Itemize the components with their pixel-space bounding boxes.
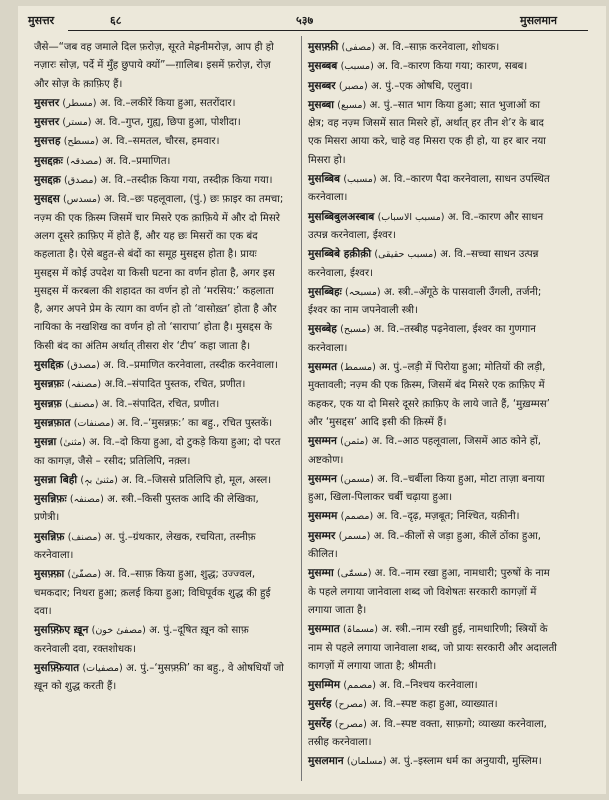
dictionary-entry [34, 94, 284, 113]
entry-definition: अ. वि.–कीलों से जड़ा हुआ, कीलें ठोंका हुआ, कीलित। [308, 530, 541, 561]
dictionary-entry [34, 471, 284, 490]
entry-definition: अ. पुं.–‘मुसफ़्फ़ी’ का बहु., वे ओषधियाँ जो ख़ून को शुद्ध करती हैं। [34, 662, 284, 693]
entry-urdu: (مصنف) [64, 398, 99, 410]
entry-urdu: (مصفّیٰ) [67, 569, 102, 581]
entry-urdu: (مصمم) [340, 511, 374, 523]
entry-headword: मुसफ़्फ़ियात [34, 661, 80, 674]
entry-definition: अ. वि.–गुप्त, गुह्य, छिपा हुआ, पोशीदा। [94, 117, 241, 129]
entry-definition: अ. वि.–स्पष्ट कहा हुआ, व्याख्यात। [370, 699, 498, 711]
entry-definition: अ. वि.–छः पहलूवाला, (पुं.) छः फ़ाइर का तमचा; नज़्म की एक क़िस्म जिसमें चार मिसरे एक क़ाफ़िये में और दो मिसरे अलग दूसरे क़ाफ़िए में होते हैं, और यह छः मिसरों का एक बंद कहलाता है। ऐसे बहुत-से बंदों का समूह मुसद्दस होता है। प्रायः मुसद्दस में कोई उपदेश या किसी घटना का वर्णन होता है, अगर इस मुसद्दस में करबला की शहादत का वर्णन हो तो ‘मरसिय:’ कहलाता है, अगर अपने प्रेम के त्याग का वर्णन हो तो ‘वासोख़्त’ होता है और नायिका के नखशिख का वर्णन हो तो ‘सारापा’ होता है। मुसद्दस के किसी बंद का अंतिम अर्थात् तीसरा शेर ‘टीप’ कहा जाता है। [34, 194, 284, 352]
dictionary-entry [34, 433, 284, 471]
header-center-page-number: ५३७ [296, 14, 314, 27]
entry-headword: मुसन्नफ़ात [34, 416, 71, 429]
entry-definition: अ. वि.–निश्चय करनेवाला। [379, 680, 478, 692]
dictionary-entry [34, 356, 284, 375]
dictionary-entry [308, 208, 558, 246]
entry-headword: मुसब्बा [308, 98, 335, 111]
dictionary-entry [34, 528, 284, 566]
dictionary-entry [308, 170, 558, 208]
entry-urdu: (مسمط) [340, 362, 376, 374]
entry-urdu: (مسبحہ) [345, 286, 381, 298]
entry-urdu: (مسطح) [63, 136, 99, 148]
entry-headword: मुसब्बिहः [308, 285, 342, 298]
entry-urdu: (مصفیٔ خون) [91, 625, 146, 637]
dictionary-entry [308, 564, 558, 620]
entry-urdu: (مسمّٰی) [337, 568, 372, 580]
entry-definition: अ. वि.–कारण और साधन उत्पन्न करनेवाला, ईश्वर। [308, 211, 544, 241]
entry-urdu: (مثنیٰ بہٖ) [80, 474, 118, 486]
entry-headword: मुसम्मन [308, 435, 337, 448]
entry-urdu: (مصنف) [67, 531, 102, 543]
entry-urdu: (مسبب حقیقی) [374, 249, 437, 261]
entry-headword: मुसम्मर [308, 529, 336, 542]
dictionary-entry [34, 395, 284, 414]
entry-headword: मुसद्दिक़ [34, 359, 64, 372]
dictionary-entry [34, 414, 284, 433]
entry-headword: मुसन्नफ़ [34, 397, 62, 410]
entry-urdu: (مثنیٰ) [59, 437, 86, 449]
entry-urdu: (مستر) [62, 117, 92, 129]
entry-headword: मुसब्बिबे हक़ीक़ी [308, 248, 372, 261]
header-right-word: मुसलमान [520, 14, 558, 27]
dictionary-entry [308, 695, 558, 714]
dictionary-entry [308, 432, 558, 470]
dictionary-entry [308, 620, 558, 676]
entry-definition: अ. वि.–जिससे प्रतिलिपि हो, मूल, अस्ल। [121, 474, 272, 486]
right-column [308, 38, 558, 772]
entry-headword: मुसफ़्फ़िए ख़ून [34, 624, 89, 637]
entry-urdu: (مسماۃ) [343, 624, 378, 636]
column-separator [301, 36, 302, 781]
entry-headword: मुसद्दस [34, 193, 60, 206]
entry-headword: मुसन्ना [34, 436, 57, 449]
entry-urdu: (مسبح) [340, 324, 371, 336]
entry-definition: अ. वि.–स्पष्ट वक्ता, साफ़गो; व्याख्या करनेवाला, तस्रीह करनेवाला। [308, 718, 547, 748]
entry-urdu: (مثمن) [340, 436, 369, 448]
entry-headword: मुसन्निफ़ः [34, 493, 67, 506]
entry-urdu: (مصدق) [66, 360, 100, 372]
dictionary-entry [308, 676, 558, 695]
entry-urdu: (مسمر) [338, 530, 371, 542]
entry-definition: अ. वि.–सच्चा साधन उत्पन्न करनेवाला, ईश्वर। [308, 249, 539, 279]
dictionary-entry [34, 152, 284, 171]
header-left-page-number: ६८ [110, 14, 122, 27]
entry-definition: अ. वि.–साफ़ करनेवाला, शोधक। [378, 42, 500, 53]
entry-urdu: (مسطر) [62, 97, 97, 109]
entry-headword: मुसर्रेह [308, 717, 332, 730]
entry-headword: मुसर्रह [308, 698, 332, 711]
dictionary-entry [308, 752, 558, 771]
entry-urdu: (مصفیات) [82, 662, 123, 674]
entry-definition: अ. स्त्री.–नाम रखी हुई, नामधारिणी; स्त्रियों के नाम से पहले लगाया जानेवाला शब्द, जो प्रायः सरकारी और अदालती कागज़ों में लगाया जाता है; श्रीमती। [308, 624, 557, 672]
dictionary-entry [308, 77, 558, 96]
entry-definition: अ. वि.–तस्बीह पढ़नेवाला, ईश्वर का गुणगान करनेवाला। [308, 324, 536, 354]
dictionary-entry [34, 132, 284, 151]
entry-headword: मुसम्मन [308, 472, 337, 485]
entry-headword: मुसम्मत [308, 361, 338, 374]
dictionary-entry [308, 283, 558, 321]
entry-urdu: (مسبب) [343, 174, 377, 186]
entry-headword: मुसद्दक़ः [34, 154, 63, 167]
entry-urdu: (مصمم) [343, 680, 376, 692]
entry-urdu: (مسبع) [337, 99, 367, 111]
left-column [34, 38, 284, 696]
entry-definition: अ. पुं.–लड़ी में पिरोया हुआ; मोतियों की लड़ी, मुक्तावली; नज़्म की एक क़िस्म, जिसमें बंद मिसरे एक क़ाफ़िए में कहकर, एक या दो मिसरे दूसरे क़ाफ़िए के लाये जाते हैं, ‘मुख़म्मस’ और ‘मुसद्दस’ आदि इसी की क़िस्में हैं। [308, 362, 550, 428]
header-rule [68, 30, 588, 31]
entry-headword: मुसब्बिबुलअस्बाब [308, 210, 375, 223]
entry-headword: मुसफ़्फ़ा [34, 568, 65, 581]
entry-headword: मुसद्दक़ [34, 174, 61, 187]
entry-definition: अ. वि.–लकीरें किया हुआ, सतरोंदार। [99, 97, 236, 109]
entry-headword: मुसम्मात [308, 623, 340, 636]
dictionary-entry [34, 375, 284, 394]
dictionary-page [18, 6, 606, 794]
dictionary-entry [308, 96, 558, 170]
dictionary-entry [34, 113, 284, 132]
entry-definition: अ. स्त्री.–किसी पुस्तक आदि की लेखिका, प्रणेत्री। [34, 494, 259, 524]
dictionary-entry [308, 470, 558, 508]
entry-definition: अ. वि.–दृढ़, मज़बूत; निश्चित, यक़ीनी। [376, 511, 520, 523]
entry-definition: अ. पुं.–दूषित ख़ून को साफ़ करनेवाली दवा, रक्तशोधक। [34, 625, 249, 655]
dictionary-entry [34, 490, 284, 528]
header-left-word: मुसत्तर [28, 14, 55, 27]
entry-headword: मुसत्तर [34, 116, 60, 129]
dictionary-entry [308, 715, 558, 753]
dictionary-entry [308, 245, 558, 283]
entry-headword: मुसफ़्फ़ी [308, 41, 339, 53]
entry-headword: मुसन्निफ़ [34, 530, 65, 543]
entry-definition: अ.वि.–संपादित पुस्तक, रचित, प्रणीत। [104, 379, 246, 391]
entry-headword: मुसब्बब [308, 60, 338, 73]
entry-urdu: (مصفی) [341, 42, 376, 53]
entry-definition: अ. वि.–दो किया हुआ, दो टुकड़े किया हुआ; दो परत का कागज़, जैसे – रसीद; प्रतिलिपि, नक़्ल। [34, 437, 281, 467]
entry-headword: मुसब्बर [308, 79, 336, 92]
entry-urdu: (مصدقہ) [66, 155, 103, 167]
dictionary-entry [308, 358, 558, 432]
entry-urdu: (مسبب الاسباب) [377, 211, 445, 223]
entry-definition: अ. वि.–आठ पहलूवाला, जिसमें आठ कोने हों, अष्टकोण। [308, 436, 542, 466]
dictionary-entry [308, 38, 558, 57]
dictionary-entry [308, 527, 558, 565]
dictionary-entry [308, 507, 558, 526]
entry-urdu: (مسلمان) [346, 756, 387, 768]
entry-urdu: (مصبر) [338, 80, 368, 92]
entry-definition: अ. वि.–चर्बीला किया हुआ, मोटा ताज़ा बनाया हुआ, खिला-पिलाकर चर्बी चढ़ाया हुआ। [308, 473, 545, 504]
entry-definition: अ. पुं.–सात भाग किया हुआ; सात भुजाओं का क्षेत्र; वह नज़्म जिसमें सात मिसरे हों, अर्थात् हर तीन शे’र के बाद एक मिसरा आया करे, चाहे वह मिसरा एक ही हो, या हर बार नया मिसरा हो। [308, 99, 546, 166]
entry-definition: अ. वि.–‘मुसन्नफ़:’ का बहु., रचित पुस्तकें। [117, 417, 273, 429]
dictionary-entry [34, 171, 284, 190]
entry-definition: अ. वि.–प्रमाणित। [105, 155, 171, 167]
entry-urdu: (مصنفہ) [69, 494, 104, 506]
entry-headword: मुसब्बिब [308, 173, 341, 186]
entry-headword: मुसम्मिम [308, 679, 341, 692]
entry-urdu: (مسمن) [340, 473, 374, 485]
entry-urdu: (مسبب) [340, 61, 374, 73]
dictionary-entry [308, 320, 558, 358]
entry-definition: अ. वि.–साफ़ किया हुआ, शुद्ध; उज्ज्वल, चमकदार; निथरा हुआ; क़लई किया हुआ; विधिपूर्वक शुद्ध की हुई दवा। [34, 569, 271, 617]
entry-urdu: (مصنفہ) [67, 379, 102, 391]
entry-definition: अ. वि.–प्रमाणित करनेवाला, तस्दीक़ करनेवाला। [103, 360, 278, 372]
entry-headword: मुसन्ना बिही [34, 473, 78, 486]
entry-urdu: (مسدس) [63, 194, 101, 206]
entry-urdu: (مصرح) [334, 699, 367, 711]
dictionary-entry [34, 565, 284, 621]
dictionary-entry [34, 621, 284, 659]
entry-urdu: (مصنفات) [73, 417, 115, 429]
entry-definition: अ. स्त्री.–अँगूठे के पासवाली उँगली, तर्जनी; ईश्वर का नाम जपनेवाली स्त्री। [308, 286, 542, 317]
entry-headword: मुसलमान [308, 755, 344, 768]
entry-definition: अ. वि.–कारण किया गया; कारण, सबब। [377, 61, 528, 73]
entry-headword: मुसत्तह [34, 135, 61, 148]
entry-definition: जैसे—“जब वह जमाले दिल फ़रोज़, सूरते मेह्रनीमरोज़, आप ही हो नज़ारः सोज़, पर्दे में मुँह छुपाये क्यों”—ग़ालिब। इसमें फ़रोज़, रोज़ और सोज़ के क़ाफ़िए हैं। [34, 42, 274, 90]
entry-headword: मुसन्नफ़ः [34, 378, 64, 391]
dictionary-entry [34, 38, 284, 94]
dictionary-entry [308, 57, 558, 76]
entry-definition: अ. पुं.–इस्लाम धर्म का अनुयायी, मुस्लिम। [389, 756, 542, 768]
entry-headword: मुसब्बेह [308, 323, 337, 336]
entry-urdu: (مصرح) [334, 718, 367, 730]
entry-definition: अ. वि.–समतल, चौरस, हमवार। [101, 136, 220, 148]
entry-definition: अ. पुं.–एक ओषधि, एलुवा। [370, 80, 473, 92]
entry-definition: अ. पुं.–ग्रंथकार, लेखक, रचयिता, तस्नीफ़ करनेवाला। [34, 531, 256, 562]
dictionary-entry [34, 190, 284, 356]
entry-urdu: (مصدق) [64, 175, 98, 187]
entry-headword: मुसम्मा [308, 567, 334, 580]
entry-headword: मुसम्मम [308, 510, 338, 523]
entry-definition: अ. वि.–संपादित, रचित, प्रणीत। [101, 398, 220, 410]
entry-headword: मुसत्तर [34, 96, 60, 109]
dictionary-entry [34, 659, 284, 697]
entry-definition: अ. वि.–नाम रखा हुआ, नामधारी; पुरुषों के नाम के पहले लगाया जानेवाला शब्द जो विशेषतः सरकारी कागज़ों में लगाया जाता है। [308, 568, 550, 616]
entry-definition: अ. वि.–तस्दीक़ किया गया, तस्दीक़ किया गया। [100, 175, 273, 187]
entry-definition: अ. वि.–कारण पैदा करनेवाला, साधन उपस्थित करनेवाला। [308, 174, 550, 204]
